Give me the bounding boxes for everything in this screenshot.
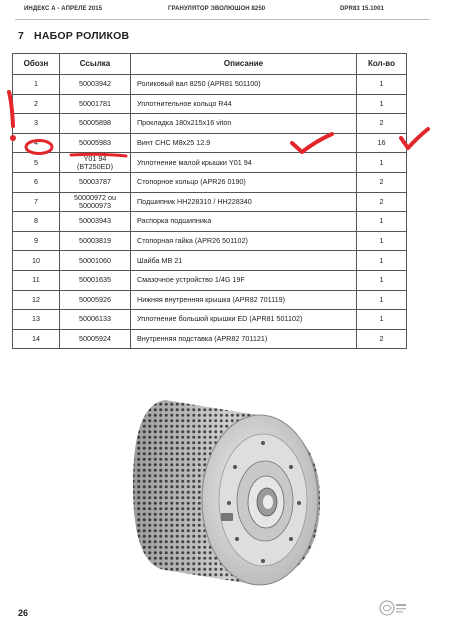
table-row	[13, 329, 407, 349]
table-row	[13, 94, 407, 114]
row-desc: Шайба MB 21	[131, 251, 357, 271]
row-qty: 2	[357, 172, 407, 192]
row-ref: 50005924	[60, 329, 131, 349]
row-desc: Прокладка 180x215x16 viton	[131, 114, 357, 134]
row-ref: 50001635	[60, 270, 131, 290]
row-qty: 1	[357, 153, 407, 173]
table-row	[13, 290, 407, 310]
parts-table	[12, 53, 407, 349]
row-pos: 7	[13, 192, 60, 212]
row-qty: 1	[357, 75, 407, 95]
table-row	[13, 114, 407, 134]
row-pos: 5	[13, 153, 60, 173]
row-desc: Уплотнение малой крышки Y01 94	[131, 153, 357, 173]
row-desc: Распорка подшипника	[131, 212, 357, 232]
table-row	[13, 212, 407, 232]
row-qty: 1	[357, 94, 407, 114]
row-qty: 1	[357, 231, 407, 251]
row-pos: 13	[13, 310, 60, 330]
row-ref: 50003943	[60, 212, 131, 232]
table-row	[13, 172, 407, 192]
row-desc: Уплотнение большой крышки ED (APR81 501102)	[131, 310, 357, 330]
row-pos: 8	[13, 212, 60, 232]
row-ref: 50003819	[60, 231, 131, 251]
manufacturer-logo-icon	[378, 598, 408, 620]
header-code: DPR83 15.1001	[340, 6, 384, 12]
row-qty: 2	[357, 329, 407, 349]
row-ref: 50005983	[60, 133, 131, 153]
row-ref: 50003787	[60, 172, 131, 192]
row-ref: 50000972 ou 50000973	[60, 192, 131, 212]
header-rule	[15, 19, 430, 20]
row-desc: Уплотнительное кольцо R44	[131, 94, 357, 114]
header-title: ГРАНУЛЯТОР ЭВОЛЮШОН 8250	[168, 6, 266, 12]
row-ref: 50006133	[60, 310, 131, 330]
header-index: ИНДЕКС А - АПРЕЛЕ 2015	[24, 6, 103, 12]
col-header-desc: Описание	[131, 54, 357, 75]
section-title: НАБОР РОЛИКОВ	[34, 30, 130, 42]
table-row	[13, 231, 407, 251]
table-row	[13, 153, 407, 173]
page-number: 26	[18, 608, 29, 618]
row-ref: 50003942	[60, 75, 131, 95]
row-desc: Стопорное кольцо (APR26 0190)	[131, 172, 357, 192]
table-row	[13, 310, 407, 330]
row-ref: 50001060	[60, 251, 131, 271]
row-pos: 14	[13, 329, 60, 349]
row-pos: 12	[13, 290, 60, 310]
col-header-ref: Ссылка	[60, 54, 131, 75]
row-pos: 6	[13, 172, 60, 192]
section-heading	[18, 30, 129, 42]
row-pos: 3	[13, 114, 60, 134]
row-desc: Нижняя внутренняя крышка (APR82 701119)	[131, 290, 357, 310]
roller-assembly-image	[125, 385, 325, 590]
row-desc: Винт CHC M8x25 12.9	[131, 133, 357, 153]
row-desc: Стопорная гайка (APR26 501102)	[131, 231, 357, 251]
row-pos: 11	[13, 270, 60, 290]
row-desc: Подшипник HH228310 / HH228340	[131, 192, 357, 212]
row-desc: Внутренняя подставка (APR82 701121)	[131, 329, 357, 349]
row-ref: Y01 94 (BT250ED)	[60, 153, 131, 173]
section-number: 7	[18, 30, 25, 42]
row-qty: 1	[357, 251, 407, 271]
table-row	[13, 251, 407, 271]
row-pos: 9	[13, 231, 60, 251]
row-ref: 50005898	[60, 114, 131, 134]
col-header-qty: Кол-во	[357, 54, 407, 75]
row-qty: 2	[357, 114, 407, 134]
row-qty: 1	[357, 212, 407, 232]
row-ref: 50001781	[60, 94, 131, 114]
row-pos: 10	[13, 251, 60, 271]
row-pos: 1	[13, 75, 60, 95]
table-row	[13, 133, 407, 153]
row-qty: 1	[357, 290, 407, 310]
row-qty: 2	[357, 192, 407, 212]
row-pos: 4	[13, 133, 60, 153]
row-pos: 2	[13, 94, 60, 114]
col-header-pos: Обозн	[13, 54, 60, 75]
table-header-row	[13, 54, 407, 75]
table-row	[13, 270, 407, 290]
row-qty: 1	[357, 270, 407, 290]
table-row	[13, 75, 407, 95]
table-row	[13, 192, 407, 212]
row-desc: Смазочное устройство 1/4G 19F	[131, 270, 357, 290]
row-desc: Роликовый вал 8250 (APR81 501100)	[131, 75, 357, 95]
row-ref: 50005926	[60, 290, 131, 310]
row-qty: 1	[357, 310, 407, 330]
row-qty: 16	[357, 133, 407, 153]
